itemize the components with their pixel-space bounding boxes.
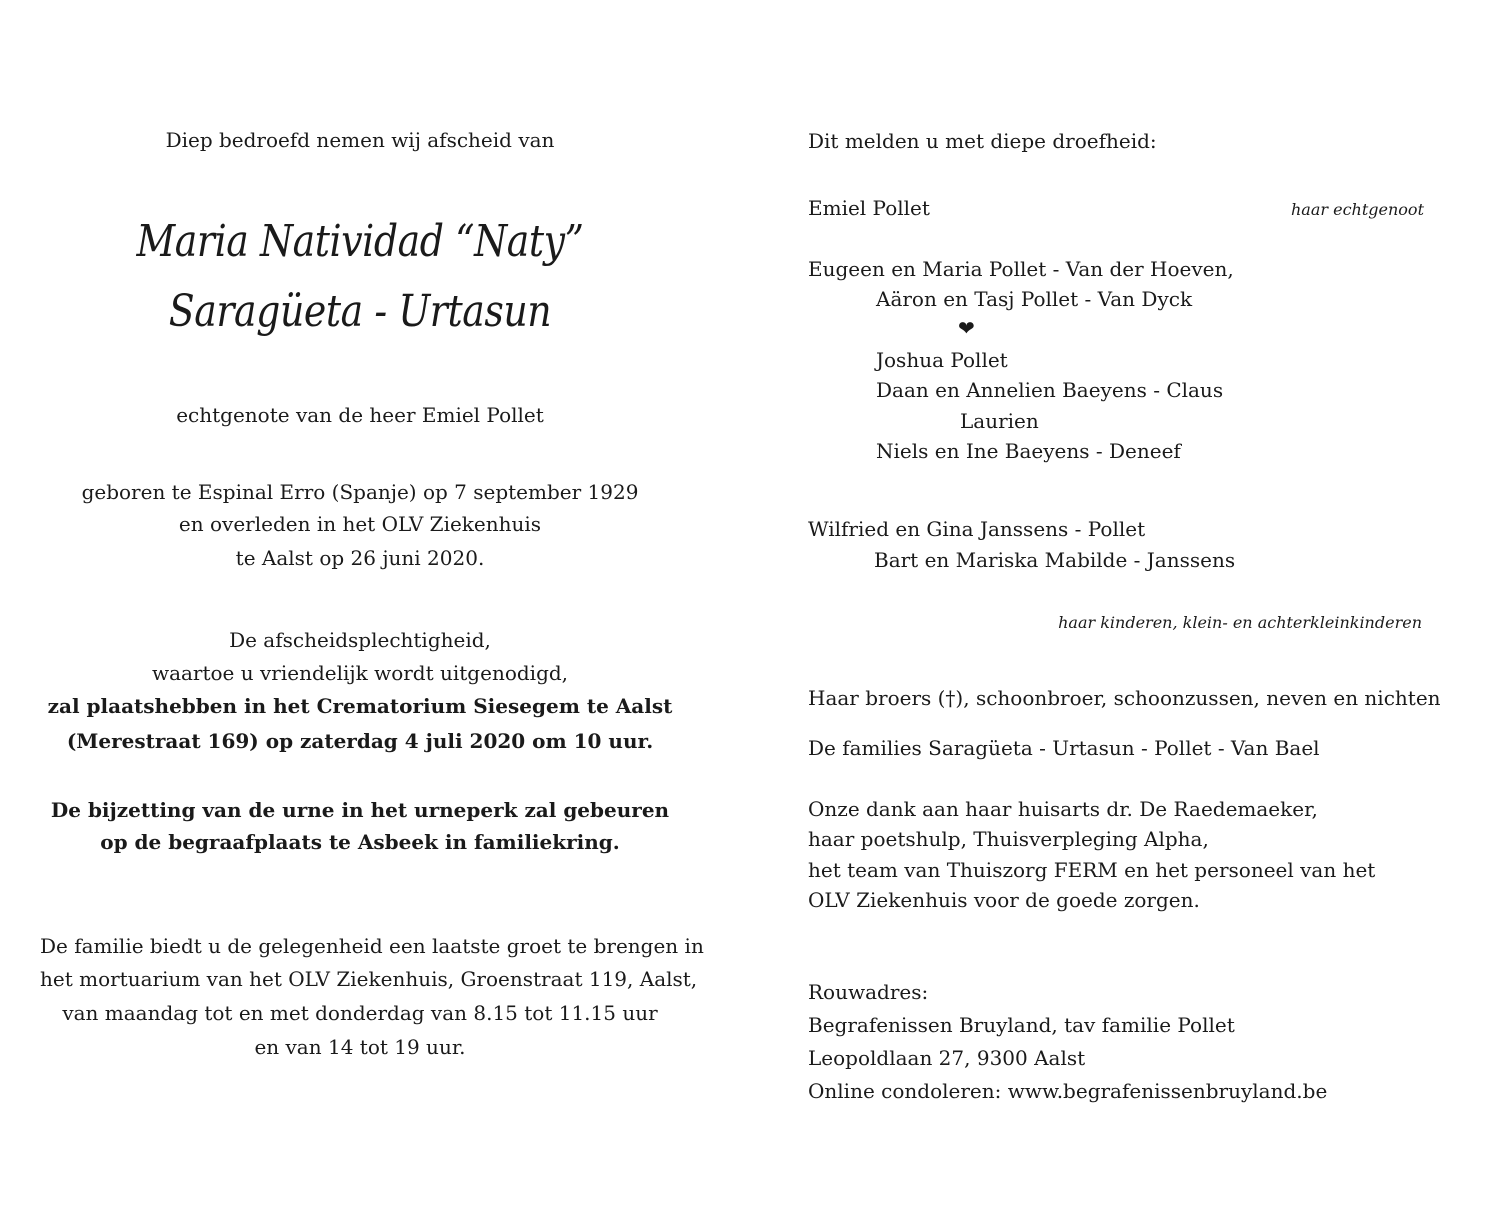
intro-text: Diep bedroefd nemen wij afscheid van (165, 128, 555, 152)
birth-line-3: te Aalst op 26 juni 2020. (235, 546, 485, 570)
family-member: Daan en Annelien Baeyens - Claus (876, 378, 1224, 402)
visit-line-3: van maandag tot en met donderdag van 8.15 tot 11.15 uur (62, 1001, 658, 1025)
family-member: Joshua Pollet (876, 348, 1008, 372)
left-column (40, 0, 704, 1214)
address-line-1: Begrafenissen Bruyland, tav familie Pollet (808, 1013, 1235, 1037)
spouse-text: echtgenote van de heer Emiel Pollet (176, 403, 544, 427)
family-member: Eugeen en Maria Pollet - Van der Hoeven, (808, 257, 1234, 281)
right-column (808, 0, 1468, 1214)
address-label: Rouwadres: (808, 980, 929, 1004)
birth-line-1: geboren te Espinal Erro (Spanje) op 7 september 1929 (81, 480, 639, 504)
deceased-name-line1: Maria Natividad “Naty” (136, 216, 584, 267)
birth-line-2: en overleden in het OLV Ziekenhuis (178, 512, 542, 536)
thanks-line-4: OLV Ziekenhuis voor de goede zorgen. (808, 888, 1200, 912)
heart-icon: ❤ (958, 316, 975, 340)
address-line-3: Online condoleren: www.begrafenissenbruyland.be (808, 1079, 1328, 1103)
family-member: Wilfried en Gina Janssens - Pollet (808, 517, 1146, 541)
husband-role: haar echtgenoot (1291, 200, 1424, 219)
ceremony-line-1: De afscheidsplechtigheid, (229, 628, 491, 652)
siblings-line: Haar broers (†), schoonbroer, schoonzussen, neven en nichten (808, 686, 1441, 710)
visit-line-1: De familie biedt u de gelegenheid een laatste groet te brengen in (40, 934, 704, 958)
ceremony-line-3: zal plaatshebben in het Crematorium Siesegem te Aalst (47, 694, 673, 718)
family-member: Laurien (960, 409, 1039, 433)
urn-line-1: De bijzetting van de urne in het urneperk zal gebeuren (50, 798, 670, 822)
thanks-line-3: het team van Thuiszorg FERM en het personeel van het (808, 858, 1376, 882)
children-role: haar kinderen, klein- en achterkleinkinderen (1058, 613, 1422, 632)
address-line-2: Leopoldlaan 27, 9300 Aalst (808, 1046, 1086, 1070)
family-member: Aäron en Tasj Pollet - Van Dyck (876, 287, 1193, 311)
families-line: De families Saragüeta - Urtasun - Pollet - Van Bael (808, 736, 1320, 760)
husband-name: Emiel Pollet (808, 196, 930, 220)
urn-line-2: op de begraafplaats te Asbeek in familiekring. (100, 830, 620, 854)
deceased-name-line2: Saragüeta - Urtasun (168, 286, 552, 337)
thanks-line-1: Onze dank aan haar huisarts dr. De Raedemaeker, (808, 797, 1318, 821)
family-member: Bart en Mariska Mabilde - Janssens (874, 548, 1236, 572)
family-member: Niels en Ine Baeyens - Deneef (876, 439, 1181, 463)
visit-line-4: en van 14 tot 19 uur. (254, 1035, 466, 1059)
ceremony-line-2: waartoe u vriendelijk wordt uitgenodigd, (151, 661, 569, 685)
announcement-intro: Dit melden u met diepe droefheid: (808, 129, 1157, 153)
ceremony-line-4: (Merestraat 169) op zaterdag 4 juli 2020 om 10 uur. (66, 729, 654, 753)
visit-line-2: het mortuarium van het OLV Ziekenhuis, Groenstraat 119, Aalst, (40, 967, 698, 991)
thanks-line-2: haar poetshulp, Thuisverpleging Alpha, (808, 827, 1209, 851)
